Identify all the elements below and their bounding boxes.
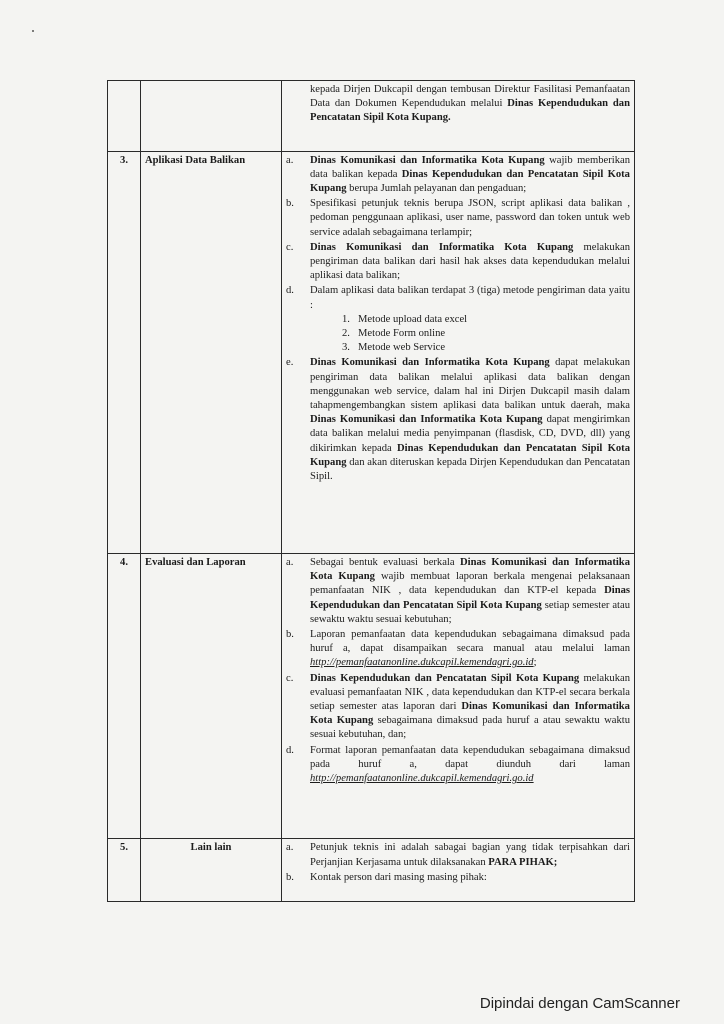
- item-text: Sebagai bentuk evaluasi berkala Dinas Komunikasi dan Informatika Kota Kupang wajib membuat laporan berkala mengenai pelaksanaan pemanfaatan NIK , data kependudukan dan KTP-el kepada Dinas Kependudukan dan Pencatatan Sipil Kota Kupang setiap semester atau sewaktu waktu sesuai kebutuhan;: [310, 557, 630, 625]
- table-row-evaluasi-dan-laporan: [108, 554, 635, 839]
- row-body-cell: [282, 81, 635, 152]
- item-text: Dinas Komunikasi dan Informatika Kota Kupang wajib memberikan data balikan kepada Dinas Kependudukan dan Pencatatan Sipil Kota Kupang berupa Jumlah pelayanan dan pengaduan;: [310, 154, 631, 194]
- list-item-d: [286, 284, 630, 355]
- row-title: Evaluasi dan Laporan: [141, 554, 282, 839]
- method-item: 3. Metode web Service: [342, 342, 446, 354]
- item-label: c.: [286, 672, 294, 684]
- item-text: Dinas Komunikasi dan Informatika Kota Kupang dapat melakukan pengiriman data balikan melalui aplikasi data balikan dengan menggunakan web service, dalam hal ini Dirjen Dukcapil masih dalam tahapmengembangkan sistem aplikasi data balikan untuk daerah, maka Dinas Komunikasi dan Informatika Kota Kupang dapat mengirimkan data balikan melalui media penyimpanan (flasdisk, CD, DVD, dll) yang dikirimkan kepada Dinas Kependudukan dan Pencatatan Sipil Kota Kupang dan akan diteruskan kepada Dirjen Kependudukan dan Pencatatan Sipil.: [310, 357, 631, 483]
- list-item-c: [286, 672, 630, 743]
- row-number: 4.: [108, 554, 141, 839]
- method-list: [310, 313, 630, 356]
- list-item-b: [286, 628, 630, 671]
- pemanfaatan-online-link[interactable]: http://pemanfaatanonline.dukcapil.kemendagri.go.id: [310, 773, 534, 785]
- item-text: Dalam aplikasi data balikan terdapat 3 (tiga) metode pengiriman data yaitu : 1. Metode upload data excel 2. Metode Form online 3. Metode web Service: [310, 284, 630, 355]
- row-body: [282, 839, 635, 902]
- list-item-b: [286, 871, 630, 885]
- continued-paragraph: kepada Dirjen Dukcapil dengan tembusan Direktur Fasilitasi Pemanfaatan Data dan Dokumen Kependudukan melalui Dinas Kependudukan dan Pencatatan Sipil Kota Kupang.: [310, 84, 630, 124]
- row-title-cell: [141, 81, 282, 152]
- item-text: Format laporan pemanfaatan data kependudukan sebagaimana dimaksud pada huruf a, dapat diunduh dari laman http://pemanfaatanonline.dukcapil.kemendagri.go.id: [310, 744, 630, 785]
- item-label: b.: [286, 629, 294, 641]
- agreement-table: [107, 80, 635, 902]
- item-text: Petunjuk teknis ini adalah sabagai bagian yang tidak terpisahkan dari Perjanjian Kerjasama untuk dilaksanakan PARA PIHAK;: [310, 842, 630, 868]
- camscanner-watermark: Dipindai dengan CamScanner: [479, 995, 680, 1012]
- item-text: Laporan pemanfaatan data kependudukan sebagaimana dimaksud pada huruf a, dapat disampaikan secara manual atau melalui laman http://pemanfaatanonline.dukcapil.kemendagri.go.id;: [310, 629, 630, 669]
- item-label: a.: [286, 154, 294, 166]
- item-label: a.: [286, 842, 294, 854]
- table-row-aplikasi-data-balikan: [108, 151, 635, 553]
- item-text: Kontak person dari masing masing pihak:: [310, 871, 487, 883]
- row-number: 3.: [108, 151, 141, 553]
- row-title: Lain lain: [141, 839, 282, 902]
- list-item-b: [286, 197, 630, 240]
- item-label: b.: [286, 198, 294, 210]
- list-item-a: [286, 154, 630, 197]
- scan-speck: [32, 30, 34, 32]
- item-text: Spesifikasi petunjuk teknis berupa JSON, script aplikasi data balikan , pedoman penggunaan aplikasi, user name, password dan token untuk web service adalah sebagaimana terlampir;: [310, 198, 630, 238]
- row-title: Aplikasi Data Balikan: [141, 151, 282, 553]
- table-row-continued: [108, 81, 635, 152]
- item-label: c.: [286, 241, 294, 253]
- pemanfaatan-online-link[interactable]: http://pemanfaatanonline.dukcapil.kemendagri.go.id: [310, 657, 534, 669]
- method-item: 2. Metode Form online: [342, 328, 446, 340]
- list-item-a: [286, 841, 630, 869]
- item-label: d.: [286, 744, 294, 756]
- list-item-e: [286, 356, 630, 484]
- item-text: Dinas Komunikasi dan Informatika Kota Kupang melakukan pengiriman data balikan dari hasil hak akses data kependudukan melalui aplikasi data balikan;: [310, 241, 630, 282]
- row-body: [282, 554, 635, 839]
- item-label: a.: [286, 557, 294, 569]
- list-item-a: [286, 556, 630, 627]
- list-item-d: [286, 744, 630, 787]
- item-label: d.: [286, 285, 294, 297]
- table-row-lain-lain: [108, 839, 635, 902]
- item-text: Dinas Kependudukan dan Pencatatan Sipil Kota Kupang melakukan evaluasi pemanfaatan NIK , data kependudukan dan KTP-el secara berkala setiap semester atas laporan dari Dinas Komunikasi dan Informatika Kota Kupang sebagaimana dimaksud pada huruf a atau sewaktu waktu sesuai kebutuhan, dan;: [310, 672, 630, 741]
- row-body: [282, 151, 635, 553]
- list-item-c: [286, 241, 630, 284]
- method-item: 1. Metode upload data excel: [342, 313, 468, 325]
- row-number: 5.: [108, 839, 141, 902]
- row-number-cell: [108, 81, 141, 152]
- item-label: b.: [286, 871, 294, 883]
- item-label: e.: [286, 357, 294, 369]
